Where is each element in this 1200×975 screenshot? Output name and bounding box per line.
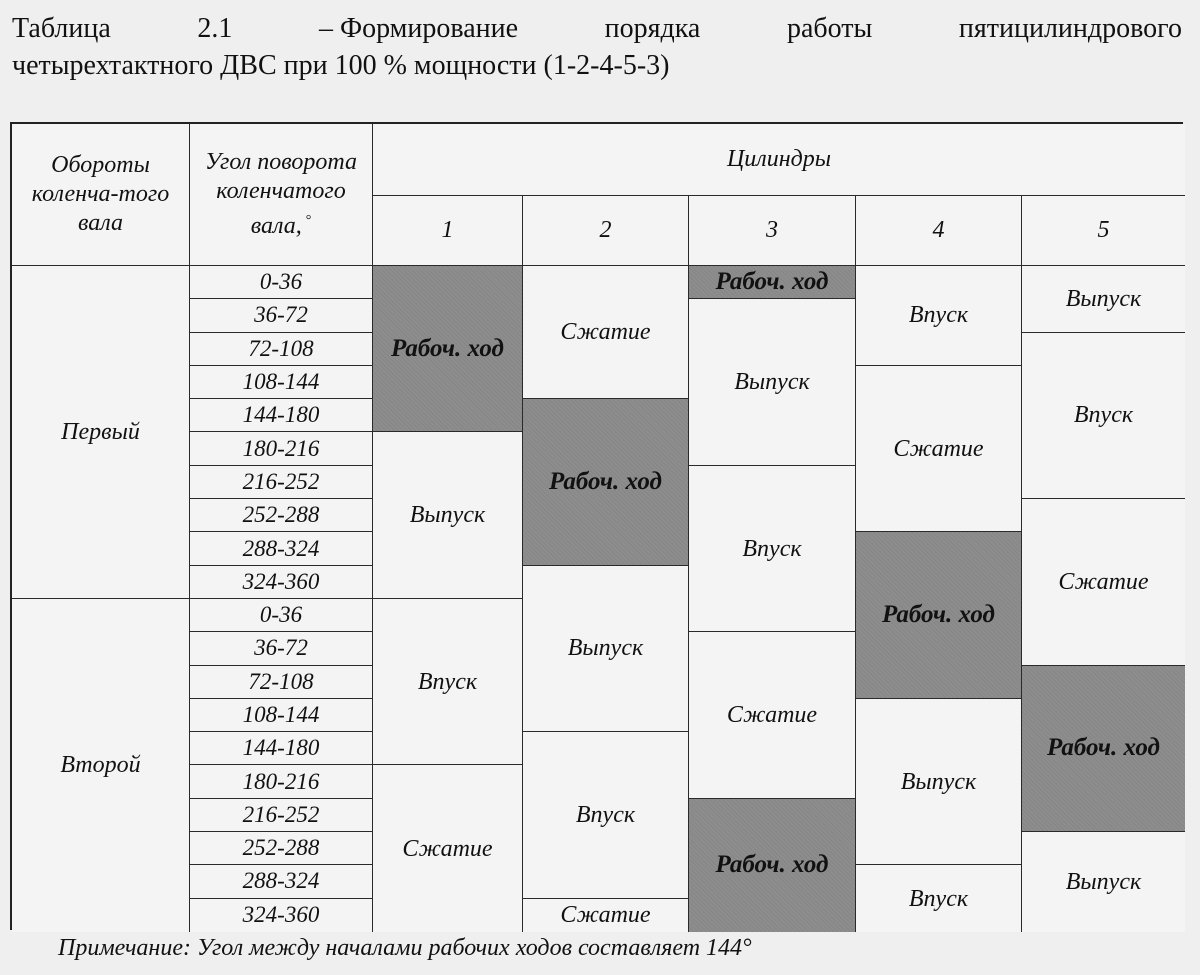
header-revolutions: Обороты коленча-того вала <box>12 124 190 266</box>
table-note: Примечание: Угол между началами рабочих ходов составляет 144° <box>58 935 752 961</box>
engine-firing-order-table <box>10 122 1183 930</box>
stroke-block: Сжатие <box>523 266 689 399</box>
angle-cell: 324-360 <box>190 899 373 932</box>
angle-cell: 0-36 <box>190 266 373 299</box>
stroke-block: Выпуск <box>523 566 689 732</box>
stroke-block: Сжатие <box>856 366 1022 532</box>
angle-cell: 288-324 <box>190 865 373 898</box>
stroke-block: Выпуск <box>689 299 856 465</box>
caption-word: порядка <box>604 13 701 44</box>
angle-cell: 108-144 <box>190 699 373 732</box>
angle-cell: 288-324 <box>190 532 373 565</box>
stroke-block: Впуск <box>689 466 856 632</box>
stroke-block: Впуск <box>373 599 523 765</box>
angle-cell: 72-108 <box>190 666 373 699</box>
table-caption <box>12 10 1182 84</box>
angle-cell: 36-72 <box>190 632 373 665</box>
stroke-block: Выпуск <box>1022 266 1185 333</box>
stroke-block: Выпуск <box>373 432 523 598</box>
angle-cell: 0-36 <box>190 599 373 632</box>
angle-cell: 180-216 <box>190 765 373 798</box>
angle-cell: 36-72 <box>190 299 373 332</box>
header-cylinder-2: 2 <box>523 196 689 266</box>
angle-cell: 180-216 <box>190 432 373 465</box>
power-stroke-block: Рабоч. ход <box>689 799 856 932</box>
caption-line-1 <box>12 10 1182 47</box>
caption-word: Таблица <box>12 13 111 44</box>
angle-cell: 252-288 <box>190 832 373 865</box>
stroke-block: Сжатие <box>523 899 689 932</box>
caption-word: пятицилиндрового <box>958 13 1182 44</box>
header-cylinder-4: 4 <box>856 196 1022 266</box>
angle-cell: 252-288 <box>190 499 373 532</box>
stroke-block: Впуск <box>856 865 1022 932</box>
header-angle-label: Угол поворота коленчатого вала, ° <box>205 149 357 239</box>
stroke-block: Выпуск <box>1022 832 1185 932</box>
angle-cell: 144-180 <box>190 732 373 765</box>
power-stroke-block: Рабоч. ход <box>523 399 689 565</box>
angle-cell: 72-108 <box>190 333 373 366</box>
stroke-block: Впуск <box>856 266 1022 366</box>
revolution-cell: Второй <box>12 599 190 932</box>
power-stroke-block: Рабоч. ход <box>1022 666 1185 832</box>
header-cylinders: Цилиндры <box>373 124 1185 196</box>
header-cylinder-1: 1 <box>373 196 523 266</box>
stroke-block: Сжатие <box>373 765 523 931</box>
angle-cell: 216-252 <box>190 799 373 832</box>
angle-cell: 216-252 <box>190 466 373 499</box>
angle-cell: 144-180 <box>190 399 373 432</box>
revolution-cell: Первый <box>12 266 190 599</box>
caption-word: работы <box>786 13 873 44</box>
stroke-block: Сжатие <box>689 632 856 798</box>
caption-word: 2.1 <box>197 13 233 44</box>
stroke-block: Сжатие <box>1022 499 1185 665</box>
header-cylinder-5: 5 <box>1022 196 1185 266</box>
power-stroke-block: Рабоч. ход <box>689 266 856 299</box>
caption-line-2: четырехтактного ДВС при 100 % мощности (1-2-4-5-3) <box>12 50 670 81</box>
angle-cell: 324-360 <box>190 566 373 599</box>
header-angle <box>190 124 373 266</box>
stroke-block: Впуск <box>1022 333 1185 499</box>
degree-symbol: ° <box>305 213 312 228</box>
power-stroke-block: Рабоч. ход <box>373 266 523 432</box>
caption-word: – Формирование <box>318 13 519 44</box>
power-stroke-block: Рабоч. ход <box>856 532 1022 698</box>
stroke-block: Выпуск <box>856 699 1022 865</box>
header-cylinder-3: 3 <box>689 196 856 266</box>
stroke-block: Впуск <box>523 732 689 898</box>
angle-cell: 108-144 <box>190 366 373 399</box>
